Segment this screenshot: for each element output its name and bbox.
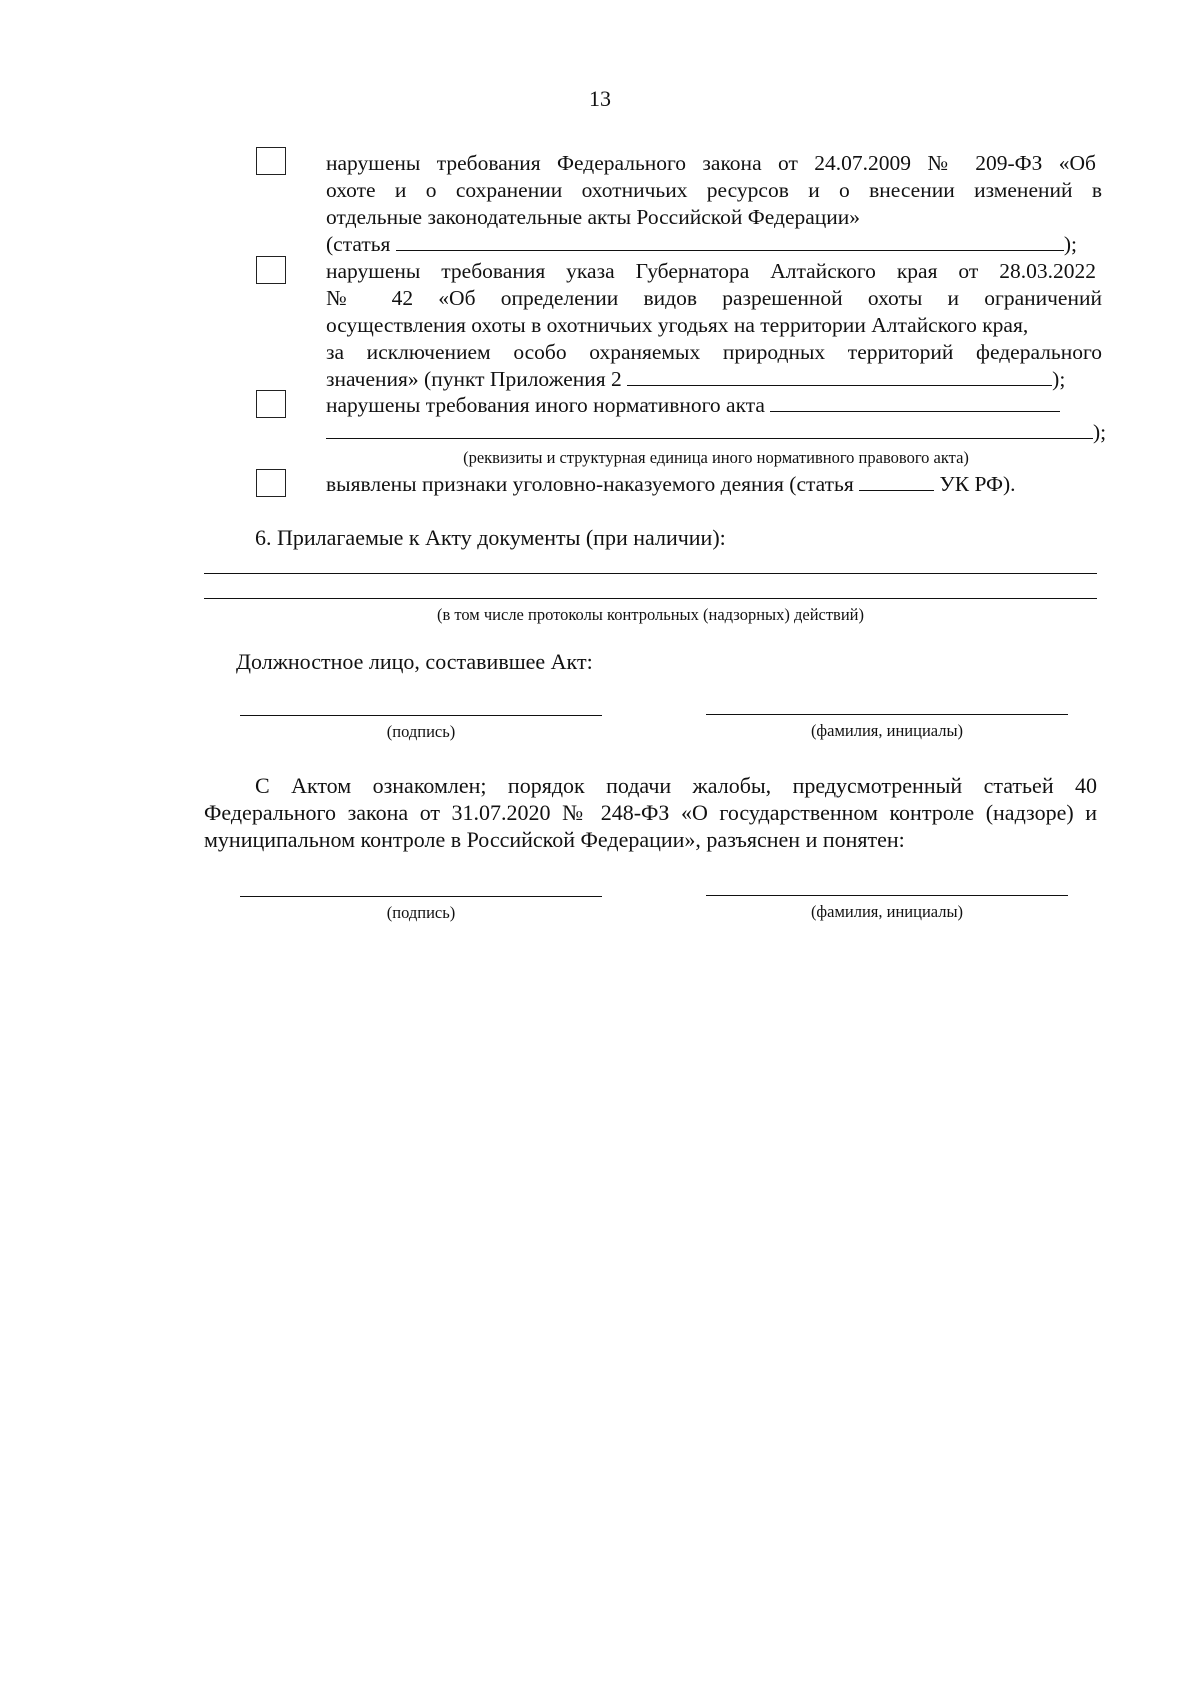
attachments-input-line-2[interactable] (204, 598, 1097, 599)
ack-signature-line[interactable] (240, 896, 602, 897)
ack-line2: Федерального закона от 31.07.2020 № 248-ФЗ «О государственном контроле (надзоре) и (204, 800, 1097, 825)
section6-heading: 6. Прилагаемые к Акту документы (при наличии): (255, 525, 726, 550)
item1-article-field (326, 231, 1077, 258)
ack-line1: С Актом ознакомлен; порядок подачи жалобы, предусмотренный статьей 40 (255, 773, 1097, 798)
page-number: 13 (589, 86, 611, 111)
item2-field-suffix: ); (1052, 367, 1066, 391)
ack-name-caption: (фамилия, инициалы) (810, 902, 964, 921)
official-signature-caption: (подпись) (386, 722, 456, 741)
item3-field-prefix: нарушены требования иного нормативного акта (326, 393, 765, 417)
item1-line1: нарушены требования Федерального закона от 24.07.2009 № 209-ФЗ «Об (326, 151, 1096, 175)
checkbox-governor-decree-42[interactable] (256, 256, 286, 284)
item3-field-suffix: ); (1093, 420, 1107, 444)
official-label: Должностное лицо, составившее Акт: (236, 649, 593, 674)
item2-line1: нарушены требования указа Губернатора Алтайского края от 28.03.2022 (326, 259, 1096, 283)
item1-line3: отдельные законодательные акты Российской Федерации» (326, 205, 861, 229)
official-name-line[interactable] (706, 714, 1068, 715)
item2-clause-field (326, 366, 1065, 393)
ack-signature-caption: (подпись) (386, 903, 456, 922)
ack-line3: муниципальном контроле в Российской Федерации», разъяснен и понятен: (204, 827, 905, 852)
checkbox-federal-law-209[interactable] (256, 147, 286, 175)
item1-line2: охоте и о сохранении охотничьих ресурсов и о внесении изменений в (326, 178, 1102, 202)
official-name-caption: (фамилия, инициалы) (810, 721, 964, 740)
article-input-line[interactable] (396, 232, 1064, 251)
item2-line4: за исключением особо охраняемых природных территорий федерального (326, 340, 1102, 364)
item3-caption: (реквизиты и структурная единица иного нормативного правового акта) (463, 448, 969, 467)
criminal-article-input-line[interactable] (859, 472, 934, 491)
item4-field-prefix: выявлены признаки уголовно-наказуемого деяния (статья (326, 472, 854, 496)
item4-field (326, 471, 1016, 498)
checkbox-criminal-offence[interactable] (256, 469, 286, 497)
item1-field-suffix: ); (1063, 232, 1077, 256)
item2-line2: № 42 «Об определении видов разрешенной охоты и ограничений (326, 286, 1102, 310)
other-act-input-line-1[interactable] (770, 393, 1060, 412)
item2-line3: осуществления охоты в охотничьих угодьях на территории Алтайского края, (326, 313, 1029, 337)
item4-field-suffix: УК РФ). (939, 472, 1016, 496)
official-signature-line[interactable] (240, 715, 602, 716)
section6-caption: (в том числе протоколы контрольных (надзорных) действий) (436, 605, 865, 624)
other-act-input-line-2[interactable] (326, 420, 1093, 439)
attachments-input-line-1[interactable] (204, 573, 1097, 574)
item3-field (326, 392, 1060, 419)
item2-field-prefix: значения» (пункт Приложения 2 (326, 367, 622, 391)
ack-name-line[interactable] (706, 895, 1068, 896)
item1-field-prefix: (статья (326, 232, 391, 256)
item3-field-continued (326, 419, 1106, 446)
checkbox-other-normative-act[interactable] (256, 390, 286, 418)
clause-input-line[interactable] (627, 367, 1052, 386)
